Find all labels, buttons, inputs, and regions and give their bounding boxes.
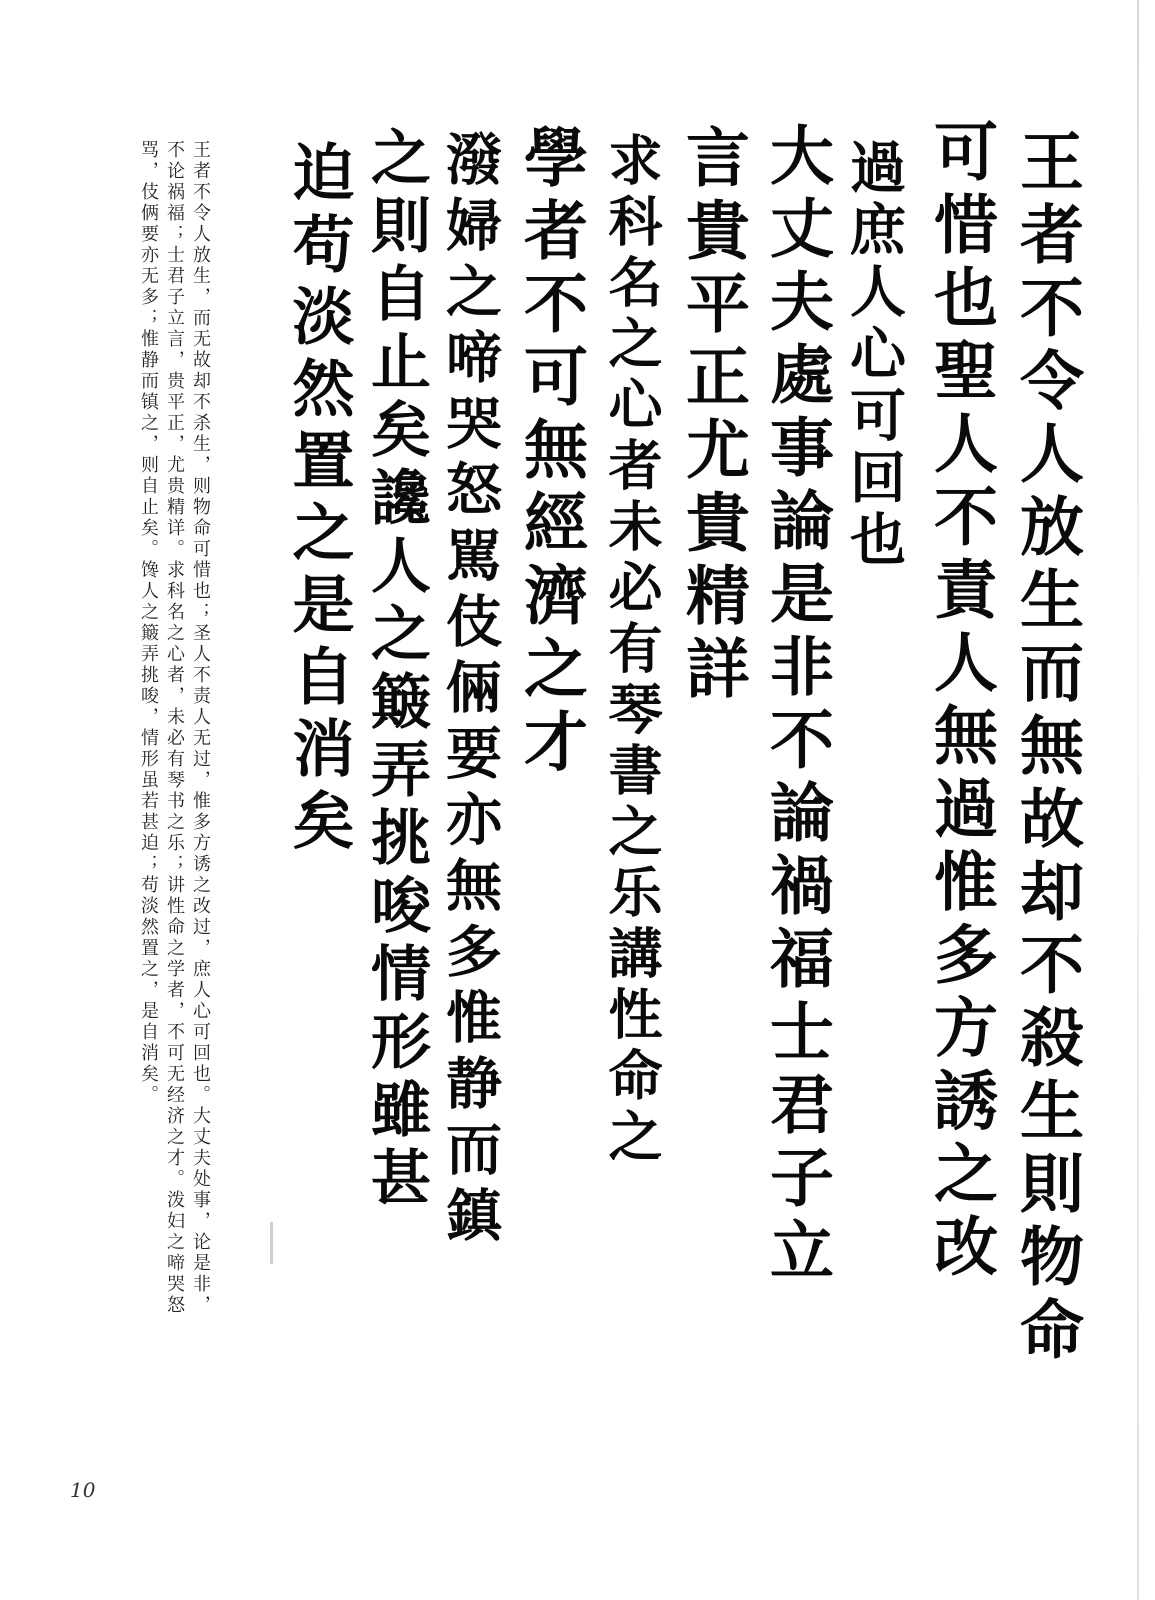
calligraphy-column-10: 迫苟淡然置之是自消矣: [282, 140, 355, 860]
calligraphy-column-3: 過庶人心可回也: [841, 138, 907, 572]
calligraphy-column-7: 學者不可無經濟之才: [513, 124, 588, 781]
calligraphy-column-5: 言貴平正尤貴精詳: [675, 124, 750, 708]
transcription-line-1: 王者不令人放生，而无故却不杀生，则物命可惜也；圣人不责人无过，惟多方诱之改过，庶人心可回也。大丈夫处事，论是非，: [190, 140, 211, 1316]
scan-edge: [1137, 0, 1139, 1600]
calligraphy-column-8: 潑婦之啼哭怒駡伎倆要亦無多惟静而鎮: [437, 130, 503, 1252]
calligraphy-column-6: 求科名之心者未必有琴書之乐講性命之: [600, 132, 664, 1169]
calligraphy-column-9: 之則自止矣讒人之簸弄挑唆情形雖甚: [361, 126, 431, 1214]
transcription-line-2: 不论祸福；士君子立言，贵平正，尤贵精详。求科名之心者，未必有琴书之乐；讲性命之学者，不可无经济之才。泼妇之啼哭怒: [164, 140, 185, 1316]
calligraphy-column-4: 大丈夫處事論是非不論禍福士君子立: [759, 122, 834, 1290]
scan-mark: [270, 1222, 273, 1264]
calligraphy-column-1: 王者不令人放生而無故却不殺生則物命: [1009, 128, 1084, 1369]
calligraphy-column-2: 可惜也聖人不責人無過惟多方誘之改: [923, 118, 998, 1286]
transcription-line-3: 骂，伎俩要亦无多；惟静而镇之，则自止矣。馋人之簸弄挑唆，情形虽若甚迫；苟淡然置之，是自消矣。: [138, 140, 159, 1106]
page-number: 10: [70, 1478, 96, 1502]
